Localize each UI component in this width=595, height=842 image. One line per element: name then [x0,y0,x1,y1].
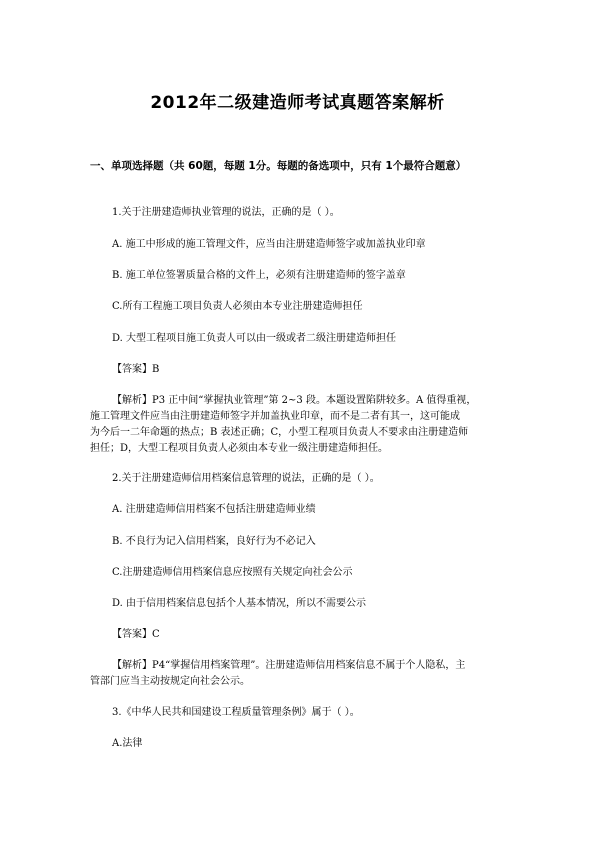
question-2-option-a: A. 注册建造师信用档案不包括注册建造师业绩 [112,504,316,515]
analysis-line: 为今后一二年命题的热点；B 表述正确；C，小型工程项目负责人不要求由注册建造师 [90,427,469,438]
question-1-option-a: A. 施工中形成的施工管理文件，应当由注册建造师签字或加盖执业印章 [112,239,426,250]
analysis-line: 【解析】P4“掌握信用档案管理”。注册建造师信用档案信息不属于个人隐私，主 [112,660,466,671]
question-2-analysis [90,658,510,690]
question-1-answer: 【答案】B [112,364,160,375]
analysis-line: 管部门应当主动按规定向社会公示。 [90,676,250,687]
analysis-line: 担任；D，大型工程项目负责人必须由本专业一级注册建造师担任。 [90,443,389,454]
analysis-line: 施工管理文件应当由注册建造师签字并加盖执业印章，而不是二者有其一，这可能成 [90,411,460,422]
question-3-stem: 3.《中华人民共和国建设工程质量管理条例》属于（ ）。 [112,707,360,718]
page-title: 2012年二级建造师考试真题答案解析 [150,93,445,113]
question-1-analysis [90,393,510,457]
question-1-option-d: D. 大型工程项目施工负责人可以由一级或者二级注册建造师担任 [112,333,397,344]
question-1-stem: 1.关于注册建造师执业管理的说法，正确的是（ ）。 [112,207,340,218]
question-1-option-b: B. 施工单位签署质量合格的文件上，必须有注册建造师的签字盖章 [112,270,406,281]
question-2-option-c: C.注册建造师信用档案信息应按照有关规定向社会公示 [112,567,353,578]
question-1-option-c: C.所有工程施工项目负责人必须由本专业注册建造师担任 [112,301,363,312]
question-2-stem: 2.关于注册建造师信用档案信息管理的说法，正确的是（ ）。 [112,473,380,484]
question-2-answer: 【答案】C [112,629,160,640]
question-2-option-b: B. 不良行为记入信用档案，良好行为不必记入 [112,536,316,547]
question-2-option-d: D. 由于信用档案信息包括个人基本情况，所以不需要公示 [112,598,367,609]
question-3-option-a: A.法律 [112,738,143,749]
analysis-line: 【解析】P3 正中间“掌握执业管理”第 2~3 段。本题设置陷阱较多。A 值得重视， [112,395,477,406]
section-heading: 一、单项选择题（共 60题，每题 1分。每题的备选项中，只有 1个最符合题意） [90,160,467,172]
